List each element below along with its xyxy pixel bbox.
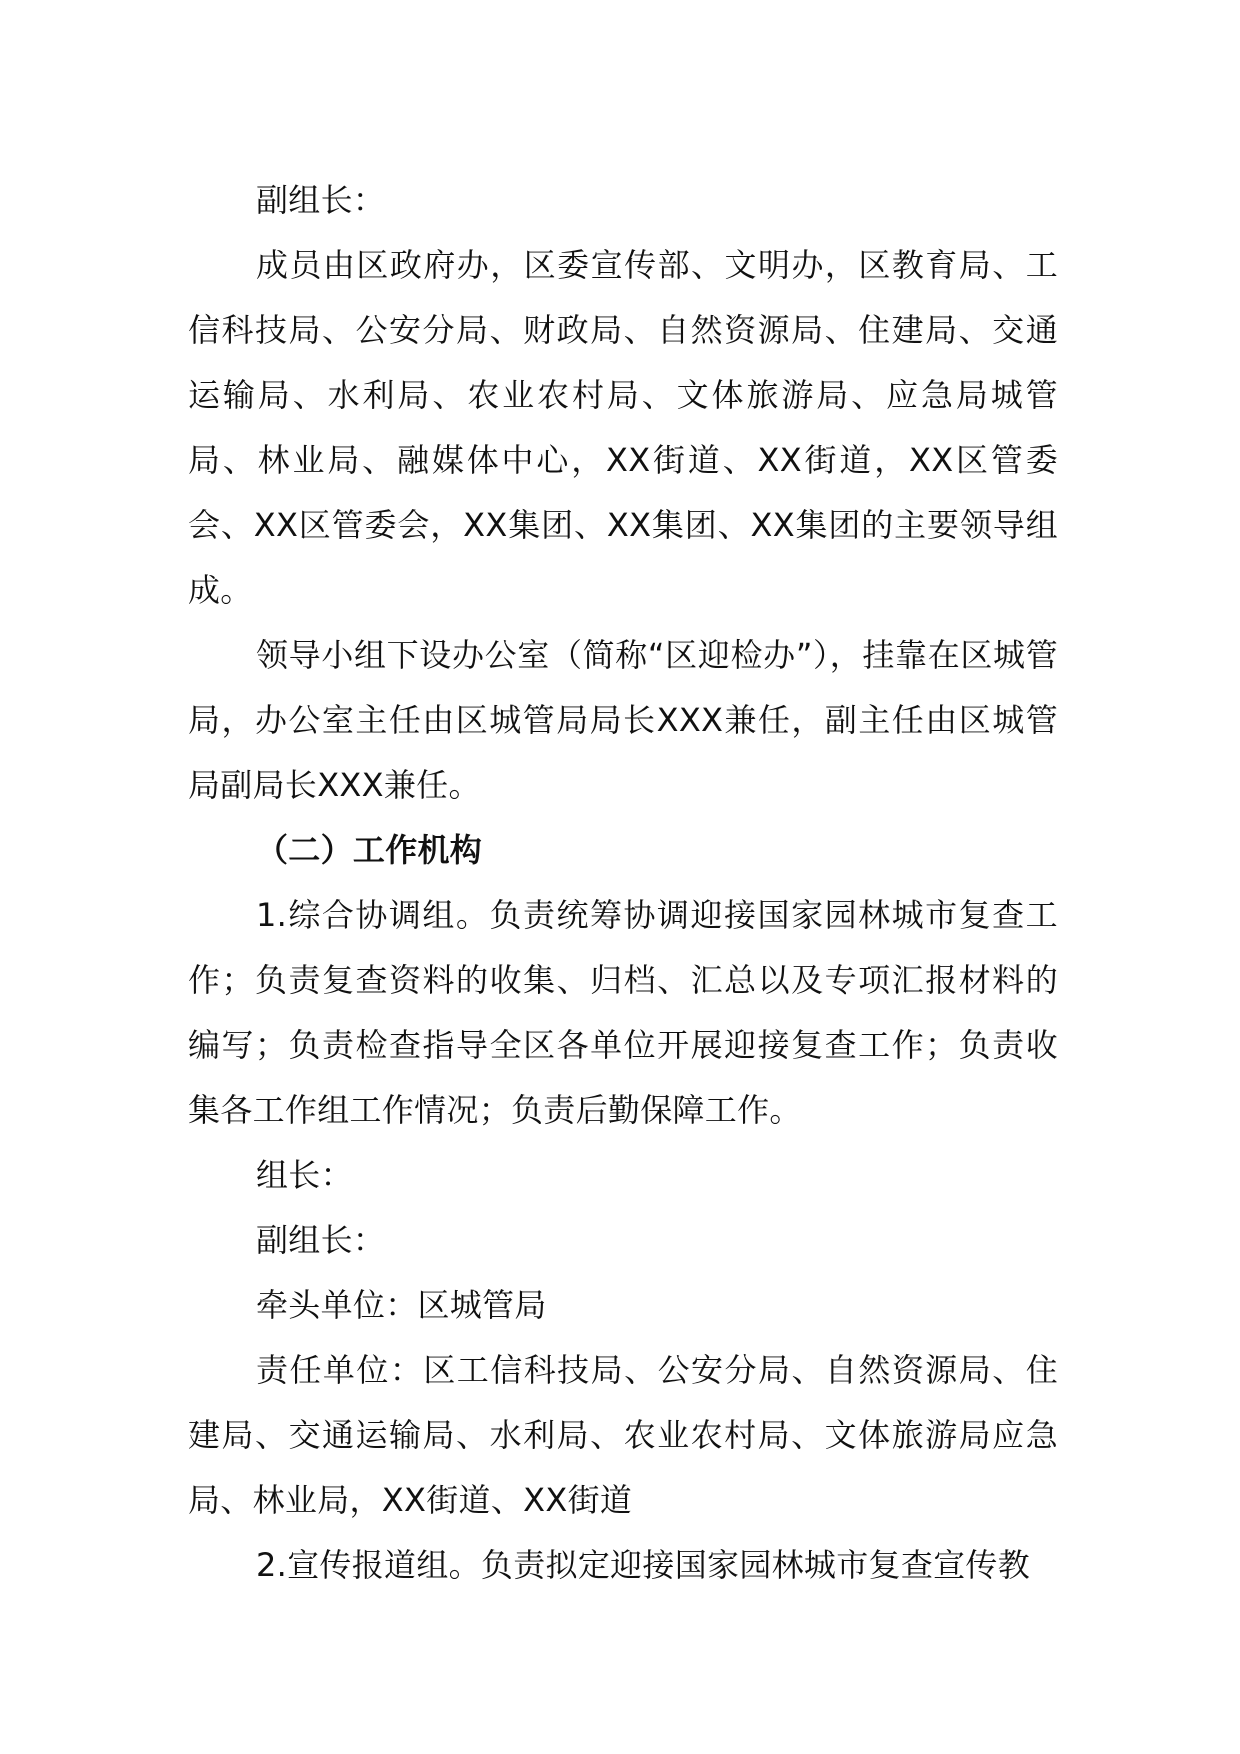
paragraph-group-leader: 组长： (256, 1156, 353, 1194)
paragraph-lead-unit: 牵头单位：区城管局 (256, 1286, 547, 1324)
paragraph-office: 领导小组下设办公室（简称“区迎检办”），挂靠在区城管局，办公室主任由区城管局局长XXX兼任，副主任由区城管局副局长XXX兼任。 (188, 636, 1058, 804)
paragraph-vice-leader: 副组长： (256, 181, 386, 219)
paragraph-publicity-group: 2.宣传报道组。负责拟定迎接国家园林城市复查宣传教 (256, 1546, 1031, 1584)
paragraph-members: 成员由区政府办，区委宣传部、文明办，区教育局、工信科技局、公安分局、财政局、自然资源局、住建局、交通运输局、水利局、农业农村局、文体旅游局、应急局城管局、林业局、融媒体中心，XX街道、XX街道，XX区管委会、XX区管委会，XX集团、XX集团、XX集团的主要领导组成。 (188, 246, 1058, 609)
paragraph-responsible-units: 责任单位：区工信科技局、公安分局、自然资源局、住建局、交通运输局、水利局、农业农村局、文体旅游局应急局、林业局，XX街道、XX街道 (188, 1351, 1058, 1519)
paragraph-coordination-group: 1.综合协调组。负责统筹协调迎接国家园林城市复查工作；负责复查资料的收集、归档、汇总以及专项汇报材料的编写；负责检查指导全区各单位开展迎接复查工作；负责收集各工作组工作情况；负责后勤保障工作。 (188, 896, 1058, 1129)
document-page (188, 168, 1058, 1598)
paragraph-group-vice-leader: 副组长： (256, 1221, 386, 1259)
section-heading: （二）工作机构 (256, 831, 483, 869)
